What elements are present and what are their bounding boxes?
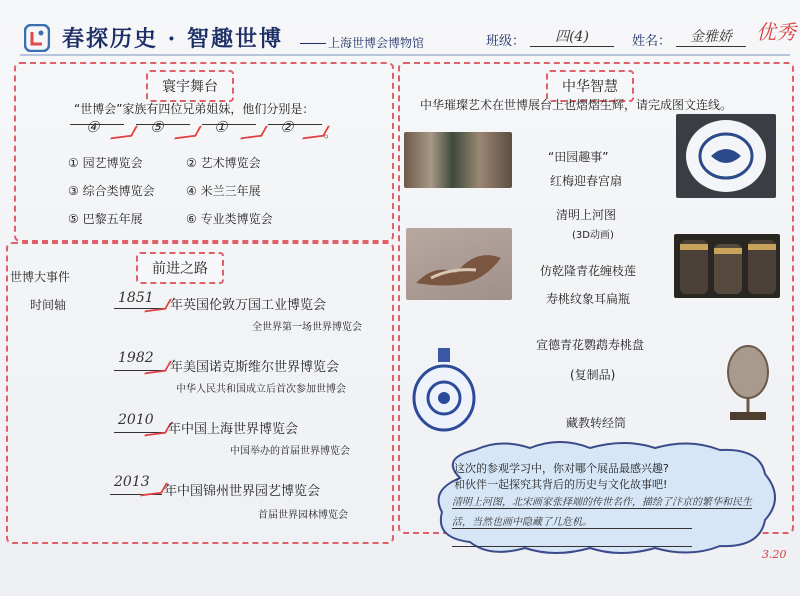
answer-line-2[interactable] (452, 528, 692, 529)
artwork-item: 宣德青花鹦鹉寿桃盘 (536, 338, 645, 352)
event-title-2: 年美国诺克斯维尔世界博览会 (170, 360, 340, 375)
name-field[interactable]: 金雅娇 (676, 26, 746, 47)
answer-text-1: ④ (86, 118, 100, 136)
artwork-item: (3D动画) (572, 230, 614, 241)
root-carving-photo (406, 228, 512, 300)
cloud-answer-1: 清明上河图，北宋画家张择端的传世名作，描绘了汴京的繁华和民生 (452, 497, 752, 508)
artwork-item: 藏教转经筒 (566, 416, 627, 430)
answer-line-3[interactable] (452, 546, 692, 547)
artwork-item: 红梅迎春宫扇 (550, 174, 623, 188)
page-subtitle: 上海世博会博物馆 (300, 34, 424, 51)
cloud-question: 和伙伴一起探究其背后的历史与文化故事吧! (454, 478, 668, 491)
option-item: ⑥ 专业类博览会 (186, 212, 273, 226)
jars-shape (674, 234, 780, 298)
year-text-4: 2013 (114, 474, 150, 490)
matching-instruction: 中华璀璨艺术在世博展台上也熠熠生辉，请完成图文连线。 (420, 98, 733, 112)
option-item: ⑤ 巴黎五年展 (68, 212, 143, 226)
section-global-stage-title: 寰宇舞台 (146, 70, 234, 102)
answer-blank-3[interactable] (202, 124, 256, 125)
answer-text-2: ⑤ (150, 118, 164, 136)
artwork-item: 寿桃纹象耳扁瓶 (546, 292, 631, 306)
year-text-3: 2010 (118, 412, 154, 428)
event-note-3: 中国举办的首届世界博览会 (230, 446, 350, 457)
painting-photo (404, 132, 512, 188)
plate-photo (676, 114, 776, 198)
blue-white-flask-photo (406, 346, 482, 434)
cloud-question: 这次的参观学习中，你对哪个展品最感兴趣? (454, 462, 669, 475)
fan-photo (710, 340, 786, 424)
class-label: 班级： (486, 34, 526, 49)
lacquer-jars-photo (674, 234, 780, 298)
event-title-3: 年中国上海世界博览会 (168, 422, 299, 437)
answer-text-3: ① (214, 118, 228, 136)
expo-museum-logo (24, 24, 50, 52)
date-note: 3.20 (762, 548, 787, 561)
artwork-item: 清明上河图 (556, 208, 617, 222)
event-title-4: 年中国锦州世界园艺博览会 (164, 484, 321, 499)
event-note-4: 首届世界园林博览会 (258, 510, 348, 521)
year-text-1: 1851 (118, 290, 154, 306)
cloud-answer-2: 活，当然也画中隐藏了几危机。 (452, 517, 592, 528)
answer-text-4: ② (280, 118, 294, 136)
page-title: 春探历史 · 智趣世博 (62, 26, 283, 52)
option-item: ② 艺术博览会 (186, 156, 261, 170)
option-item: ① 园艺博览会 (68, 156, 143, 170)
section-timeline-title: 前进之路 (136, 252, 224, 284)
event-note-1: 全世界第一场世界博览会 (252, 322, 362, 333)
option-item: ③ 综合类博览会 (68, 184, 155, 198)
section-chinese-wisdom-title: 中华智慧 (546, 70, 634, 102)
event-note-2: 中华人民共和国成立后首次参加世博会 (176, 384, 346, 395)
expo-family-question: “世博会”家族有四位兄弟姐妹，他们分别是： (74, 102, 315, 116)
carving-shape (406, 228, 512, 300)
answer-blank-4[interactable] (268, 124, 322, 125)
teacher-grade: 优秀 (756, 20, 796, 44)
artwork-item: 仿乾隆青花缠枝莲 (540, 264, 637, 278)
flask-shape (406, 346, 482, 434)
option-item: ④ 米兰三年展 (186, 184, 261, 198)
fan-shape (710, 340, 786, 424)
artwork-item: (复制品) (570, 368, 616, 382)
answer-period: 。 (324, 126, 337, 140)
year-text-2: 1982 (118, 350, 154, 366)
answer-line-1[interactable] (452, 508, 752, 509)
timeline-side-label: 时间轴 (30, 298, 67, 312)
event-title-1: 年英国伦敦万国工业博览会 (170, 298, 327, 313)
artwork-item: “田园趣事” (548, 150, 609, 164)
class-field[interactable]: 四(4) (530, 26, 614, 47)
name-label: 姓名： (632, 34, 672, 49)
header-divider (20, 54, 790, 56)
plate-shape (676, 114, 776, 198)
timeline-side-label: 世博大事件 (10, 270, 71, 284)
